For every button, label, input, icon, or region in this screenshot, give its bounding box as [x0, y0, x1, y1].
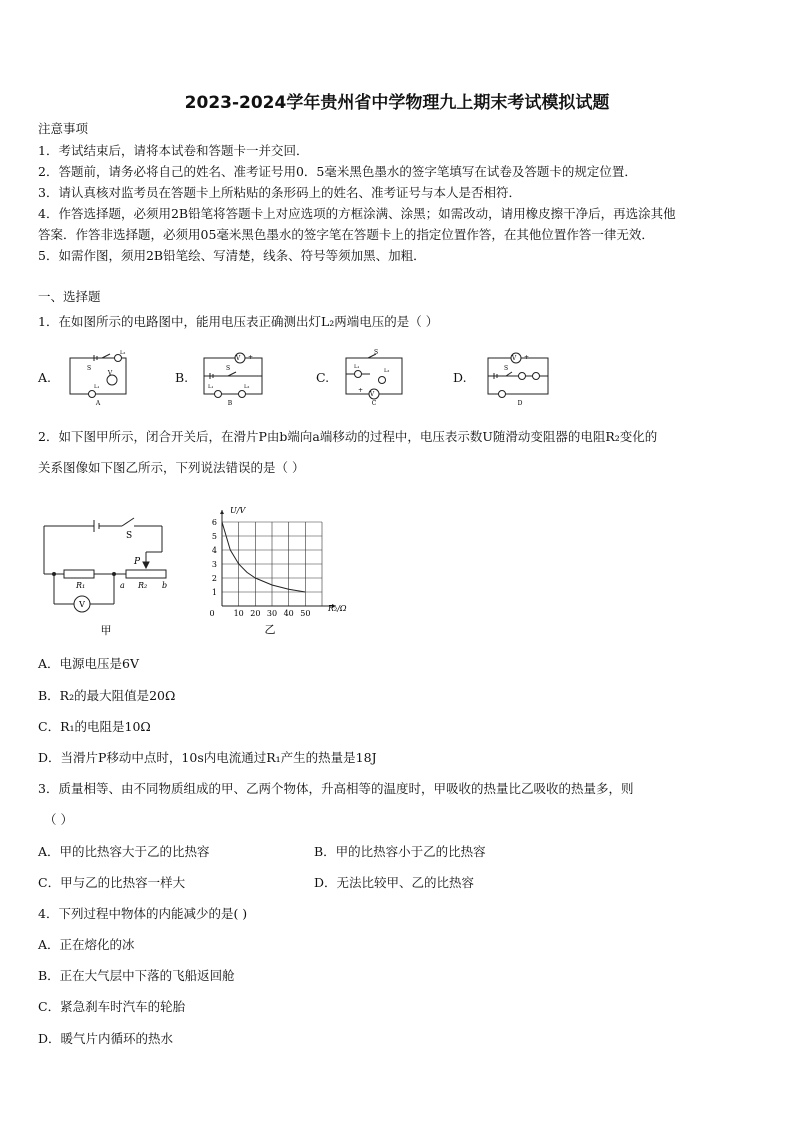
x-tick-label: 40: [283, 609, 294, 618]
x-tick-label: 0: [209, 609, 215, 618]
q1-circuit-d-diagram: [484, 350, 552, 406]
y-tick-label: 5: [211, 532, 217, 541]
q4-option-b: B．正在大气层中下落的飞船返回舱: [38, 968, 235, 983]
q1-circuit-b-diagram: [200, 350, 268, 406]
switch-label: S: [504, 365, 509, 372]
q2-option-b: B．R₂的最大阻值是20Ω: [38, 688, 176, 703]
chart-ticks: [209, 518, 310, 618]
note-item: 3．请认真核对监考员在答题卡上所粘贴的条形码上的姓名、准考证号与本人是否相符．: [38, 185, 521, 200]
switch-label: S: [374, 349, 379, 356]
q2-option-a: A．电源电压是6V: [38, 656, 140, 671]
figure-label: B: [227, 400, 233, 406]
y-tick-label: 4: [211, 546, 217, 555]
x-tick-label: 50: [300, 609, 311, 618]
terminal-plus: +: [248, 354, 254, 361]
q3-option-c: C．甲与乙的比热容一样大: [38, 875, 186, 890]
q2-circuit-jia-diagram: [34, 512, 194, 638]
figure-label: C: [371, 400, 377, 406]
q4-option-c: C．紧急刹车时汽车的轮胎: [38, 999, 186, 1014]
voltmeter-label: V: [511, 355, 517, 362]
q2-option-c: C．R₁的电阻是10Ω: [38, 719, 151, 734]
terminal-a-label: a: [120, 581, 125, 590]
q4-option-d: D．暖气片内循环的热水: [38, 1031, 174, 1046]
voltmeter-label: V: [369, 391, 375, 398]
figure-label: A: [95, 400, 101, 406]
note-item: 1．考试结束后，请将本试卷和答题卡一并交回．: [38, 143, 309, 158]
x-tick-label: 30: [266, 609, 278, 618]
question-2-stem-cont: 关系图像如下图乙所示，下列说法错误的是（ ）: [38, 460, 305, 475]
q3-option-d: D．无法比较甲、乙的比热容: [314, 875, 475, 890]
voltmeter-label: V: [107, 370, 113, 377]
resistor-r1-label: R₁: [76, 581, 86, 590]
terminal-plus: +: [524, 354, 530, 361]
section-heading: 一、选择题: [38, 289, 101, 304]
question-2-stem: 2．如下图甲所示，闭合开关后，在滑片P由b端向a端移动的过程中，电压表示数U随滑动变阻器的电阻R₂变化的: [38, 429, 658, 444]
lamp-label: L₂: [244, 384, 250, 390]
question-1-stem: 1．在如图所示的电路图中，能用电压表正确测出灯L₂两端电压的是（ ）: [38, 314, 439, 329]
note-item: 答案．作答非选择题，必须用05毫米黑色墨水的签字笔在答题卡上的指定位置作答，在其他位置作答一律无效．: [38, 227, 654, 242]
x-tick-label: 10: [233, 609, 244, 618]
slider-label: P: [134, 557, 141, 567]
chart-grid: [222, 522, 322, 606]
question-4-stem: 4．下列过程中物体的内能减少的是( ): [38, 906, 248, 921]
lamp-label: L₂: [120, 350, 126, 356]
q2-graph-yi: [200, 500, 360, 640]
lamp-label: L₁: [94, 384, 100, 390]
lamp-label: L₁: [208, 384, 214, 390]
lamp-label: L₂: [384, 368, 390, 374]
q1-option-c-label: C.: [316, 370, 330, 385]
y-axis-arrow: [220, 510, 224, 514]
terminal-b-label: b: [162, 581, 168, 590]
chart-axes: [220, 510, 336, 608]
terminal-plus: +: [358, 387, 364, 394]
chart-y-axis-label: U/V: [230, 506, 246, 515]
q1-circuit-c-diagram: [340, 348, 408, 406]
note-item: 4．作答选择题，必须用2B铅笔将答题卡上对应选项的方框涂满、涂黑；如需改动，请用橡皮擦干净后，再选涂其他: [38, 206, 676, 221]
q3-option-b: B．甲的比热容小于乙的比热容: [314, 844, 486, 859]
y-tick-label: 2: [211, 574, 217, 583]
note-item: 2．答题前，请务必将自己的姓名、准考证号用0．5毫米黑色墨水的签字笔填写在试卷及答题卡的规定位置．: [38, 164, 637, 179]
question-3-stem-cont: （ ）: [44, 812, 73, 827]
y-tick-label: 3: [211, 560, 217, 569]
voltmeter-label: V: [235, 355, 241, 362]
notes-heading: 注意事项: [38, 121, 89, 136]
voltmeter-label: V: [79, 600, 85, 609]
question-3-stem: 3．质量相等、由不同物质组成的甲、乙两个物体，升高相等的温度时，甲吸收的热量比乙吸收的热量多，则: [38, 781, 634, 796]
q1-option-d-label: D.: [453, 370, 467, 385]
switch-label: S: [126, 531, 133, 541]
chart-x-axis-label: R₂/Ω: [328, 604, 347, 613]
y-tick-label: 6: [211, 518, 217, 527]
q1-option-a-label: A.: [38, 370, 52, 385]
switch-label: S: [87, 365, 92, 372]
q1-option-b-label: B.: [175, 370, 189, 385]
q3-option-a: A．甲的比热容大于乙的比热容: [38, 844, 210, 859]
page-title: 2023-2024学年贵州省中学物理九上期末考试模拟试题: [184, 93, 610, 113]
chart-series-line: [222, 522, 305, 592]
lamp-label: L₁: [354, 364, 360, 370]
x-tick-label: 20: [250, 609, 261, 618]
switch-label: S: [226, 365, 231, 372]
figure-label: D: [517, 400, 523, 406]
q4-option-a: A．正在熔化的冰: [38, 937, 135, 952]
q2-option-d: D．当滑片P移动中点时，10s内电流通过R₁产生的热量是18J: [38, 750, 377, 765]
resistor-r2-label: R₂: [138, 581, 148, 590]
note-item: 5．如需作图，须用2B铅笔绘、写清楚，线条、符号等须加黑、加粗．: [38, 248, 426, 263]
figure-caption-jia: 甲: [100, 624, 112, 637]
y-tick-label: 1: [211, 588, 217, 597]
q1-circuit-a-diagram: [64, 350, 132, 406]
figure-caption-yi: 乙: [264, 623, 276, 636]
